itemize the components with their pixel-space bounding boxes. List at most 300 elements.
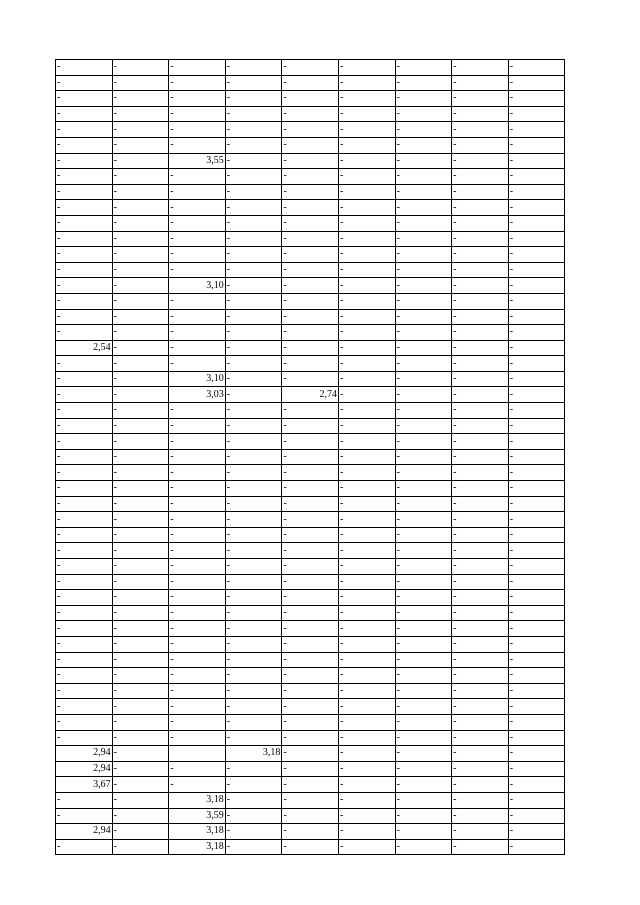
table-cell: - — [282, 169, 339, 185]
table-row — [56, 262, 565, 278]
table-cell: - — [508, 434, 565, 450]
table-cell: - — [112, 309, 169, 325]
table-cell: - — [225, 215, 282, 231]
table-cell: - — [508, 481, 565, 497]
table-cell: - — [225, 278, 282, 294]
table-cell: - — [282, 262, 339, 278]
table-cell: - — [338, 496, 395, 512]
table-cell: - — [169, 512, 226, 528]
table-cell: - — [282, 215, 339, 231]
table-cell: - — [338, 527, 395, 543]
table-cell: - — [395, 169, 452, 185]
table-cell: - — [508, 621, 565, 637]
table-cell: - — [56, 184, 113, 200]
table-cell: - — [56, 792, 113, 808]
table-cell: - — [282, 839, 339, 855]
table-cell: - — [452, 777, 509, 793]
table-row — [56, 621, 565, 637]
table-cell: - — [282, 75, 339, 91]
table-cell: - — [452, 449, 509, 465]
table-cell: - — [169, 75, 226, 91]
table-cell: - — [338, 559, 395, 575]
table-cell: - — [395, 605, 452, 621]
table-cell: - — [112, 278, 169, 294]
table-cell: - — [169, 418, 226, 434]
table-cell: - — [56, 231, 113, 247]
data-table — [55, 59, 565, 855]
table-body — [56, 60, 565, 855]
table-cell: - — [225, 777, 282, 793]
table-row — [56, 527, 565, 543]
table-cell: - — [225, 714, 282, 730]
table-cell: - — [395, 714, 452, 730]
table-cell: - — [56, 169, 113, 185]
table-cell: - — [112, 559, 169, 575]
table-cell: - — [395, 75, 452, 91]
table-cell: - — [56, 730, 113, 746]
table-cell: - — [282, 605, 339, 621]
table-cell: - — [56, 153, 113, 169]
table-cell: - — [338, 683, 395, 699]
table-row — [56, 169, 565, 185]
table-row — [56, 824, 565, 840]
table-cell: - — [282, 543, 339, 559]
table-cell: - — [56, 699, 113, 715]
table-cell: - — [112, 418, 169, 434]
table-cell: - — [225, 683, 282, 699]
table-cell: - — [508, 91, 565, 107]
table-cell: - — [395, 636, 452, 652]
table-cell: - — [225, 340, 282, 356]
table-cell: - — [56, 465, 113, 481]
table-cell: - — [395, 215, 452, 231]
table-cell: - — [169, 293, 226, 309]
table-cell: - — [282, 590, 339, 606]
table-cell: - — [112, 293, 169, 309]
table-cell: - — [169, 449, 226, 465]
table-cell: - — [395, 153, 452, 169]
table-cell: - — [452, 403, 509, 419]
table-cell: 2,94 — [56, 761, 113, 777]
table-cell: - — [169, 340, 226, 356]
table-cell: - — [282, 761, 339, 777]
table-cell: - — [508, 387, 565, 403]
table-cell: 3,03 — [169, 387, 226, 403]
table-cell: - — [452, 792, 509, 808]
table-cell: - — [395, 824, 452, 840]
table-cell: - — [56, 512, 113, 528]
table-cell: - — [395, 512, 452, 528]
table-cell: - — [508, 60, 565, 76]
table-cell: - — [169, 215, 226, 231]
table-cell: - — [338, 247, 395, 263]
table-cell: - — [452, 590, 509, 606]
table-cell: 3,18 — [225, 746, 282, 762]
table-cell: - — [282, 91, 339, 107]
table-cell: - — [508, 231, 565, 247]
table-cell: - — [338, 340, 395, 356]
table-cell: - — [508, 668, 565, 684]
table-cell: - — [508, 777, 565, 793]
table-cell: - — [282, 481, 339, 497]
table-cell: - — [338, 824, 395, 840]
table-cell: - — [395, 122, 452, 138]
table-cell: - — [452, 714, 509, 730]
table-cell: - — [56, 106, 113, 122]
table-cell: - — [338, 714, 395, 730]
table-cell: - — [225, 293, 282, 309]
table-cell: - — [112, 200, 169, 216]
table-cell: - — [112, 730, 169, 746]
table-cell: - — [112, 543, 169, 559]
table-cell: - — [225, 122, 282, 138]
table-cell: - — [395, 449, 452, 465]
table-cell: - — [56, 418, 113, 434]
table-row — [56, 512, 565, 528]
table-cell: - — [225, 325, 282, 341]
table-row — [56, 106, 565, 122]
table-cell: - — [452, 496, 509, 512]
table-cell: - — [56, 309, 113, 325]
table-cell: - — [282, 434, 339, 450]
table-cell: - — [508, 605, 565, 621]
table-cell: - — [282, 730, 339, 746]
table-cell: - — [452, 543, 509, 559]
table-cell: - — [56, 60, 113, 76]
table-row — [56, 683, 565, 699]
table-row — [56, 746, 565, 762]
table-cell: - — [338, 465, 395, 481]
table-cell: - — [395, 839, 452, 855]
table-cell: - — [112, 824, 169, 840]
table-cell: - — [112, 371, 169, 387]
table-cell: - — [508, 418, 565, 434]
table-cell: 2,94 — [56, 824, 113, 840]
table-cell: - — [338, 356, 395, 372]
table-cell: - — [225, 356, 282, 372]
table-cell: - — [508, 309, 565, 325]
table-cell: - — [112, 777, 169, 793]
table-cell: - — [112, 247, 169, 263]
table-cell: - — [282, 746, 339, 762]
table-cell: - — [112, 746, 169, 762]
table-cell: - — [169, 714, 226, 730]
table-cell: - — [56, 668, 113, 684]
table-row — [56, 418, 565, 434]
table-cell: - — [338, 434, 395, 450]
table-cell: - — [282, 231, 339, 247]
table-cell: - — [169, 91, 226, 107]
table-cell: - — [169, 262, 226, 278]
table-cell: - — [225, 200, 282, 216]
table-cell: - — [395, 293, 452, 309]
table-cell: - — [56, 839, 113, 855]
table-cell: - — [56, 449, 113, 465]
table-cell: - — [338, 403, 395, 419]
table-cell: - — [452, 527, 509, 543]
table-cell: - — [395, 543, 452, 559]
table-cell: - — [508, 325, 565, 341]
table-cell: - — [282, 340, 339, 356]
table-cell: - — [508, 730, 565, 746]
table-row — [56, 356, 565, 372]
table-cell: - — [225, 605, 282, 621]
table-row — [56, 340, 565, 356]
table-cell: - — [395, 574, 452, 590]
table-row — [56, 465, 565, 481]
table-cell: - — [508, 683, 565, 699]
table-cell: - — [338, 668, 395, 684]
table-row — [56, 636, 565, 652]
table-cell: - — [169, 668, 226, 684]
table-cell: 2,54 — [56, 340, 113, 356]
table-cell: - — [225, 60, 282, 76]
table-cell: - — [282, 325, 339, 341]
table-cell: - — [112, 512, 169, 528]
table-cell: - — [395, 262, 452, 278]
table-cell: - — [169, 636, 226, 652]
table-cell: - — [225, 808, 282, 824]
table-cell: - — [169, 200, 226, 216]
table-cell: 3,18 — [169, 824, 226, 840]
table-cell: - — [112, 714, 169, 730]
table-cell: 3,18 — [169, 792, 226, 808]
table-cell: - — [338, 371, 395, 387]
table-cell: - — [225, 137, 282, 153]
table-cell: - — [169, 527, 226, 543]
table-cell: - — [282, 403, 339, 419]
table-cell: - — [338, 106, 395, 122]
table-cell: - — [56, 293, 113, 309]
table-cell: - — [56, 403, 113, 419]
table-cell: - — [338, 449, 395, 465]
table-cell: - — [112, 91, 169, 107]
table-cell: 2,74 — [282, 387, 339, 403]
table-cell: - — [338, 60, 395, 76]
table-cell: - — [508, 137, 565, 153]
table-cell: - — [508, 106, 565, 122]
table-cell: - — [225, 75, 282, 91]
table-cell: - — [452, 808, 509, 824]
table-cell: - — [225, 169, 282, 185]
table-row — [56, 247, 565, 263]
table-cell: - — [508, 153, 565, 169]
table-cell: - — [112, 356, 169, 372]
table-cell: - — [338, 590, 395, 606]
table-cell: - — [56, 481, 113, 497]
table-cell: - — [225, 730, 282, 746]
table-row — [56, 699, 565, 715]
table-cell: - — [508, 293, 565, 309]
table-cell: - — [225, 824, 282, 840]
table-cell: - — [508, 527, 565, 543]
table-cell: - — [508, 371, 565, 387]
table-cell: - — [56, 527, 113, 543]
table-cell: - — [225, 153, 282, 169]
table-cell: - — [452, 325, 509, 341]
table-cell: - — [338, 808, 395, 824]
table-cell: - — [452, 418, 509, 434]
table-cell: - — [112, 387, 169, 403]
table-cell: - — [395, 231, 452, 247]
table-cell: - — [112, 325, 169, 341]
table-cell: - — [452, 621, 509, 637]
table-cell: - — [169, 652, 226, 668]
table-cell: - — [169, 309, 226, 325]
table-row — [56, 122, 565, 138]
table-cell: - — [395, 590, 452, 606]
table-row — [56, 777, 565, 793]
table-cell: - — [112, 792, 169, 808]
table-cell: - — [282, 184, 339, 200]
table-cell: - — [112, 839, 169, 855]
table-cell: - — [169, 559, 226, 575]
table-cell: - — [282, 512, 339, 528]
table-row — [56, 839, 565, 855]
table-cell: - — [338, 278, 395, 294]
table-cell: - — [56, 356, 113, 372]
table-row — [56, 153, 565, 169]
table-row — [56, 543, 565, 559]
table-cell: - — [338, 184, 395, 200]
table-cell: - — [56, 387, 113, 403]
table-cell: - — [452, 387, 509, 403]
table-row — [56, 75, 565, 91]
table-cell: - — [452, 481, 509, 497]
table-cell: - — [56, 137, 113, 153]
table-cell: 2,94 — [56, 746, 113, 762]
table-cell: - — [56, 122, 113, 138]
table-cell: - — [395, 652, 452, 668]
table-cell: - — [225, 636, 282, 652]
table-cell: - — [338, 512, 395, 528]
table-cell: - — [225, 387, 282, 403]
table-cell: - — [112, 75, 169, 91]
table-row — [56, 496, 565, 512]
table-cell: - — [56, 200, 113, 216]
table-cell: - — [56, 247, 113, 263]
table-cell: - — [508, 652, 565, 668]
table-cell: - — [282, 777, 339, 793]
table-row — [56, 605, 565, 621]
table-row — [56, 325, 565, 341]
table-cell: - — [225, 403, 282, 419]
table-cell: - — [508, 356, 565, 372]
table-cell: - — [282, 621, 339, 637]
table-cell: - — [225, 184, 282, 200]
table-cell: - — [112, 434, 169, 450]
table-cell: - — [508, 699, 565, 715]
table-cell: - — [169, 247, 226, 263]
table-cell: - — [395, 668, 452, 684]
table-cell: - — [112, 215, 169, 231]
table-cell: - — [452, 636, 509, 652]
table-cell: - — [169, 106, 226, 122]
table-cell: - — [508, 340, 565, 356]
table-cell: - — [395, 356, 452, 372]
table-cell: - — [112, 761, 169, 777]
table-cell: - — [169, 122, 226, 138]
table-cell: - — [282, 808, 339, 824]
table-row — [56, 293, 565, 309]
table-cell: - — [169, 574, 226, 590]
table-cell: - — [452, 559, 509, 575]
table-cell: - — [282, 309, 339, 325]
table-row — [56, 652, 565, 668]
table-cell: - — [395, 699, 452, 715]
table-cell: - — [112, 621, 169, 637]
table-cell: - — [338, 293, 395, 309]
table-cell: 3,10 — [169, 371, 226, 387]
table-cell: - — [338, 75, 395, 91]
table-row — [56, 60, 565, 76]
table-cell: - — [282, 293, 339, 309]
table-cell: - — [395, 730, 452, 746]
table-cell: - — [169, 137, 226, 153]
table-cell: - — [112, 574, 169, 590]
table-cell: - — [452, 824, 509, 840]
table-cell: - — [225, 652, 282, 668]
table-cell: - — [508, 215, 565, 231]
table-cell: - — [225, 792, 282, 808]
table-cell: - — [508, 403, 565, 419]
table-cell: - — [338, 325, 395, 341]
table-row — [56, 231, 565, 247]
table-cell: - — [395, 325, 452, 341]
table-cell: - — [508, 746, 565, 762]
table-cell: - — [508, 184, 565, 200]
table-cell: - — [508, 792, 565, 808]
table-cell: - — [112, 605, 169, 621]
table-cell: - — [282, 574, 339, 590]
table-cell: - — [225, 434, 282, 450]
table-cell: - — [452, 434, 509, 450]
table-cell: - — [169, 605, 226, 621]
table-cell: - — [169, 325, 226, 341]
table-cell: - — [508, 122, 565, 138]
table-cell: - — [112, 636, 169, 652]
table-cell: - — [169, 465, 226, 481]
table-cell: - — [452, 652, 509, 668]
table-cell: - — [508, 761, 565, 777]
table-cell: - — [112, 153, 169, 169]
table-cell: - — [56, 278, 113, 294]
table-cell: - — [452, 356, 509, 372]
table-cell: - — [338, 309, 395, 325]
table-cell: - — [395, 777, 452, 793]
table-row — [56, 137, 565, 153]
table-cell: - — [169, 590, 226, 606]
table-cell: 3,10 — [169, 278, 226, 294]
table-cell: - — [508, 636, 565, 652]
table-cell: - — [56, 652, 113, 668]
table-cell: - — [508, 247, 565, 263]
table-cell: - — [225, 231, 282, 247]
table-cell: - — [338, 387, 395, 403]
table-row — [56, 184, 565, 200]
table-cell: - — [169, 730, 226, 746]
table-cell: - — [452, 839, 509, 855]
table-cell: - — [395, 496, 452, 512]
table-cell: - — [452, 262, 509, 278]
table-cell: - — [338, 652, 395, 668]
table-row — [56, 371, 565, 387]
table-cell: - — [338, 730, 395, 746]
table-cell: - — [225, 449, 282, 465]
table-cell: - — [338, 262, 395, 278]
table-cell: - — [395, 808, 452, 824]
table-cell: - — [452, 371, 509, 387]
